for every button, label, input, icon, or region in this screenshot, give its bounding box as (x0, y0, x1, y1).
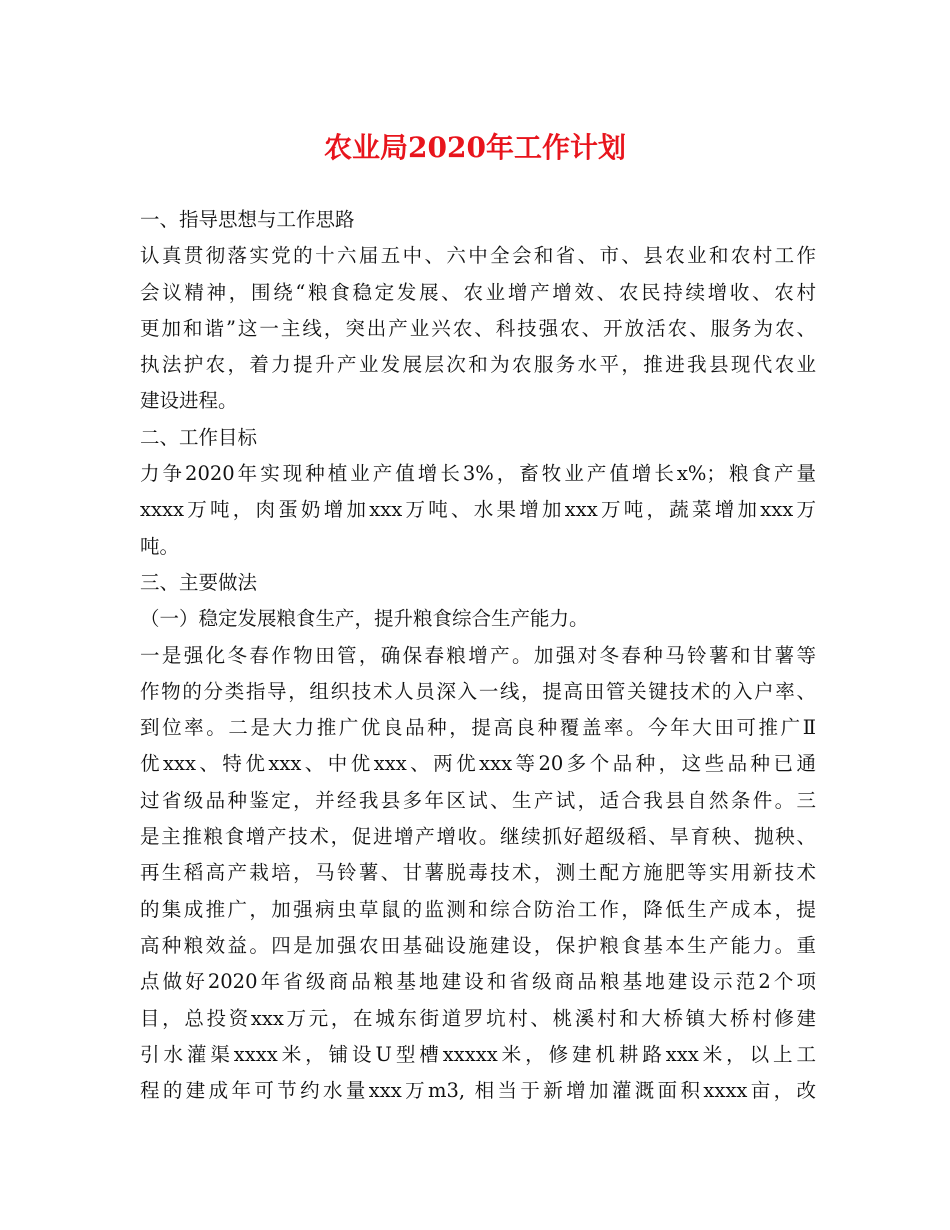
body-line: 会议精神，围绕“粮食稳定发展、农业增产增效、农民持续增收、农村 (140, 280, 816, 304)
body-line: 执法护农，着力提升产业发展层次和为农服务水平，推进我县现代农业 (140, 353, 816, 377)
body-line: 吨。 (140, 534, 180, 558)
body-line: 力争2020年实现种植业产值增长3%，畜牧业产值增长x%；粮食产量 (140, 462, 816, 486)
body-line: 程的建成年可节约水量xxx万m3, 相当于新增加灌溉面积xxxx亩，改 (140, 1079, 816, 1103)
body-line: 引水灌渠xxxx米，铺设U型槽xxxxx米，修建机耕路xxx米，以上工 (140, 1042, 816, 1066)
body-line: 作物的分类指导，组织技术人员深入一线，提高田管关键技术的入户率、 (140, 679, 816, 703)
body-line: 优xxx、特优xxx、中优xxx、两优xxx等20多个品种，这些品种已通 (140, 752, 816, 776)
body-line: 到位率。二是大力推广优良品种，提高良种覆盖率。今年大田可推广Ⅱ (140, 716, 816, 740)
body-line: 更加和谐”这一主线，突出产业兴农、科技强农、开放活农、服务为农、 (140, 316, 816, 340)
body-line: （一）稳定发展粮食生产，提升粮食综合生产能力。 (140, 607, 589, 631)
body-line: xxxx万吨，肉蛋奶增加xxx万吨、水果增加xxx万吨，蔬菜增加xxx万 (140, 498, 816, 522)
body-line: 再生稻高产栽培，马铃薯、甘薯脱毒技术，测土配方施肥等实用新技术 (140, 861, 816, 885)
document-body (140, 202, 816, 1109)
body-line: 点做好2020年省级商品粮基地建设和省级商品粮基地建设示范2个项 (140, 970, 816, 994)
body-line: 二、工作目标 (140, 425, 258, 449)
document-title: 农业局2020年工作计划 (324, 131, 626, 164)
body-line: 一、指导思想与工作思路 (140, 208, 355, 231)
body-line: 目，总投资xxx万元，在城东街道罗坑村、桃溪村和大桥镇大桥村修建 (140, 1006, 816, 1030)
body-line: 建设进程。 (140, 389, 238, 413)
body-line: 的集成推广，加强病虫草鼠的监测和综合防治工作，降低生产成本，提 (140, 897, 816, 921)
body-line: 是主推粮食增产技术，促进增产增收。继续抓好超级稻、旱育秧、抛秧、 (140, 825, 816, 849)
body-line: 认真贯彻落实党的十六届五中、六中全会和省、市、县农业和农村工作 (140, 244, 816, 268)
body-line: 一是强化冬春作物田管，确保春粮增产。加强对冬春种马铃薯和甘薯等 (140, 643, 816, 667)
body-line: 高种粮效益。四是加强农田基础设施建设，保护粮食基本生产能力。重 (140, 933, 816, 957)
body-line: 过省级品种鉴定，并经我县多年区试、生产试，适合我县自然条件。三 (140, 788, 816, 812)
body-line: 三、主要做法 (140, 570, 258, 594)
